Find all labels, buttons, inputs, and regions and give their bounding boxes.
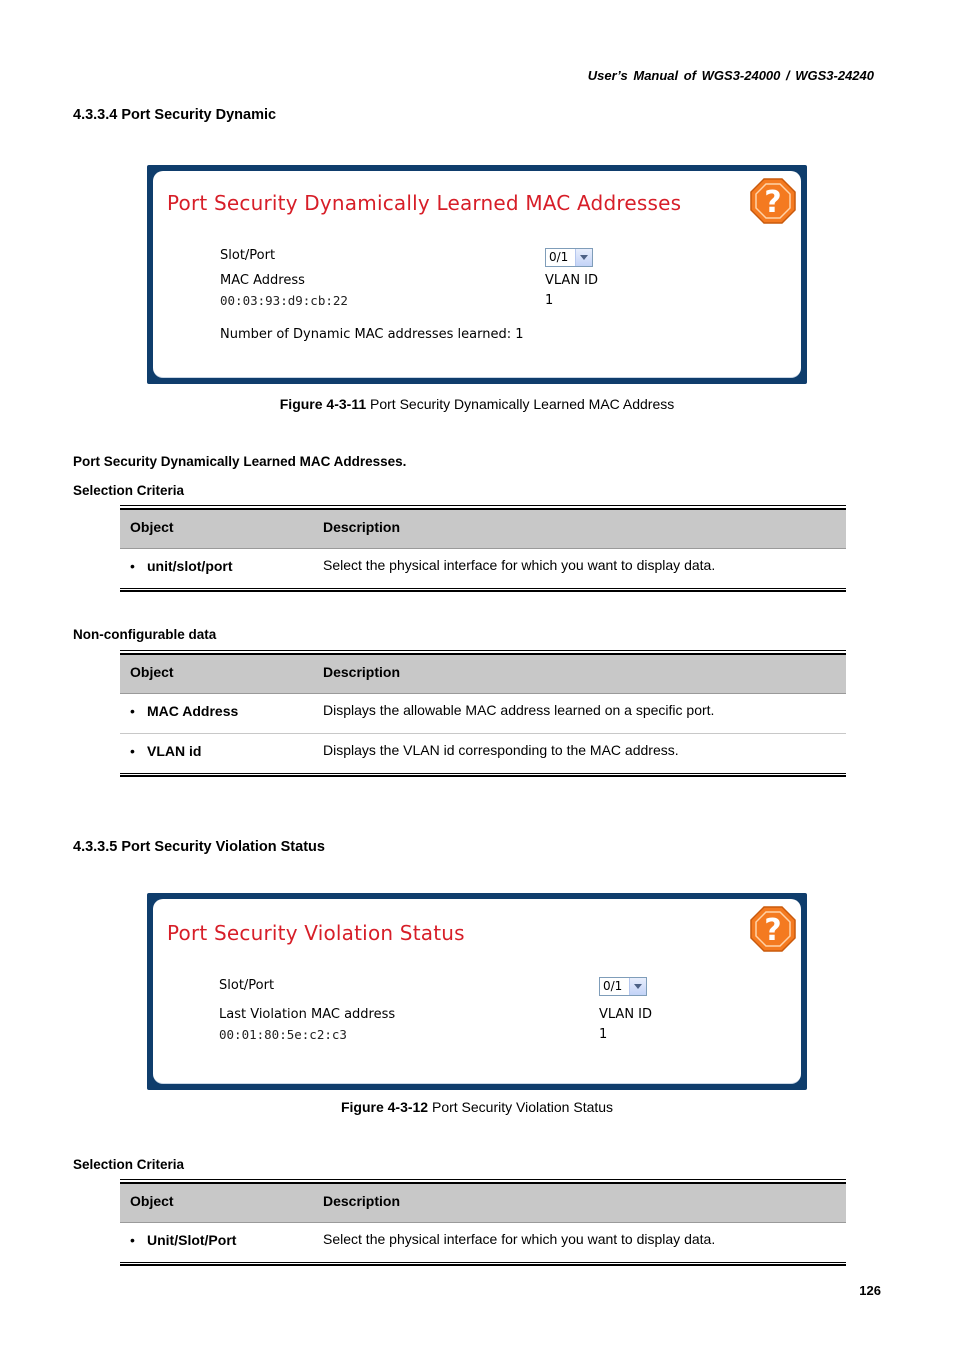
section-title-violation-status: 4.3.3.5 Port Security Violation Status: [73, 839, 325, 855]
row-description: Select the physical interface for which you want to display data.: [323, 1231, 716, 1247]
chevron-down-icon[interactable]: [575, 249, 592, 266]
column-object: Object: [130, 519, 174, 535]
column-description: Description: [323, 1193, 401, 1209]
dynamic-mac-count: [220, 327, 524, 342]
last-violation-mac-value: 00:01:80:5e:c2:c3: [219, 1027, 347, 1042]
slot-port-select-value: 0/1: [603, 979, 623, 993]
panel-title: Port Security Dynamically Learned MAC Addresses: [167, 191, 682, 215]
table-header: [120, 655, 846, 694]
vlan-id-value: 1: [545, 293, 554, 308]
row-object: • unit/slot/port: [130, 558, 233, 574]
svg-text:?: ?: [764, 913, 782, 948]
row-description: Select the physical interface for which you want to display data.: [323, 557, 716, 573]
vlan-id-label: VLAN ID: [599, 1007, 653, 1022]
dynamic-mac-count-value: 1: [515, 327, 524, 342]
figure-number: Figure 4-3-12: [340, 1099, 429, 1115]
row-object: • VLAN id: [130, 743, 201, 759]
table-row: [120, 694, 846, 734]
figure-number: Figure 4-3-11: [279, 396, 367, 412]
table-header: [120, 510, 846, 549]
figure-caption-text: Port Security Dynamically Learned MAC Address: [366, 396, 675, 412]
nonconfigurable-table: [120, 650, 846, 777]
help-question-icon[interactable]: [749, 177, 797, 225]
slot-port-select-value: 0/1: [549, 250, 569, 264]
panel-body: [153, 171, 801, 378]
row-object: • Unit/Slot/Port: [130, 1232, 236, 1248]
selection-criteria-table: [120, 1179, 846, 1266]
selection-criteria-heading: Selection Criteria: [73, 483, 185, 498]
table-header: [120, 1184, 846, 1223]
help-question-icon[interactable]: [749, 905, 797, 953]
selection-criteria-heading: Selection Criteria: [73, 1157, 185, 1172]
figure-caption-text: Port Security Violation Status: [428, 1099, 614, 1115]
section-title-port-security-dynamic: 4.3.3.4 Port Security Dynamic: [73, 107, 277, 123]
row-description: Displays the allowable MAC address learned on a specific port.: [323, 702, 715, 718]
slot-port-label: Slot/Port: [219, 978, 275, 993]
last-violation-mac-label: Last Violation MAC address: [219, 1007, 396, 1022]
column-object: Object: [130, 664, 174, 680]
svg-text:?: ?: [764, 185, 782, 220]
figure-caption-4-3-12: [0, 1099, 954, 1115]
column-description: Description: [323, 519, 401, 535]
chevron-down-icon[interactable]: [629, 978, 646, 995]
slot-port-select[interactable]: [545, 248, 593, 267]
panel-title: Port Security Violation Status: [167, 921, 465, 945]
figure-caption-4-3-11: [0, 396, 954, 412]
panel-body: [153, 899, 801, 1084]
slot-port-select[interactable]: [599, 977, 647, 996]
table-row: [120, 734, 846, 773]
slot-port-label: Slot/Port: [220, 248, 276, 263]
column-object: Object: [130, 1193, 174, 1209]
manual-header: User’s Manual of WGS3-24000 / WGS3-24240: [587, 68, 874, 83]
page-number: 126: [859, 1283, 881, 1298]
row-object: • MAC Address: [130, 703, 238, 719]
vlan-id-value: 1: [599, 1027, 608, 1042]
mac-address-value: 00:03:93:d9:cb:22: [220, 293, 348, 308]
table-row: [120, 549, 846, 588]
vlan-id-label: VLAN ID: [545, 273, 599, 288]
selection-criteria-table: [120, 505, 846, 592]
violation-status-panel: [147, 893, 807, 1090]
row-description: Displays the VLAN id corresponding to the MAC address.: [323, 742, 679, 758]
nonconfigurable-heading: Non-configurable data: [73, 627, 217, 642]
dynamic-mac-panel: [147, 165, 807, 384]
column-description: Description: [323, 664, 401, 680]
table-row: [120, 1223, 846, 1262]
mac-address-label: MAC Address: [220, 273, 305, 288]
dynamic-mac-count-label: Number of Dynamic MAC addresses learned:: [220, 327, 512, 342]
description-heading: Port Security Dynamically Learned MAC Addresses.: [73, 454, 407, 469]
